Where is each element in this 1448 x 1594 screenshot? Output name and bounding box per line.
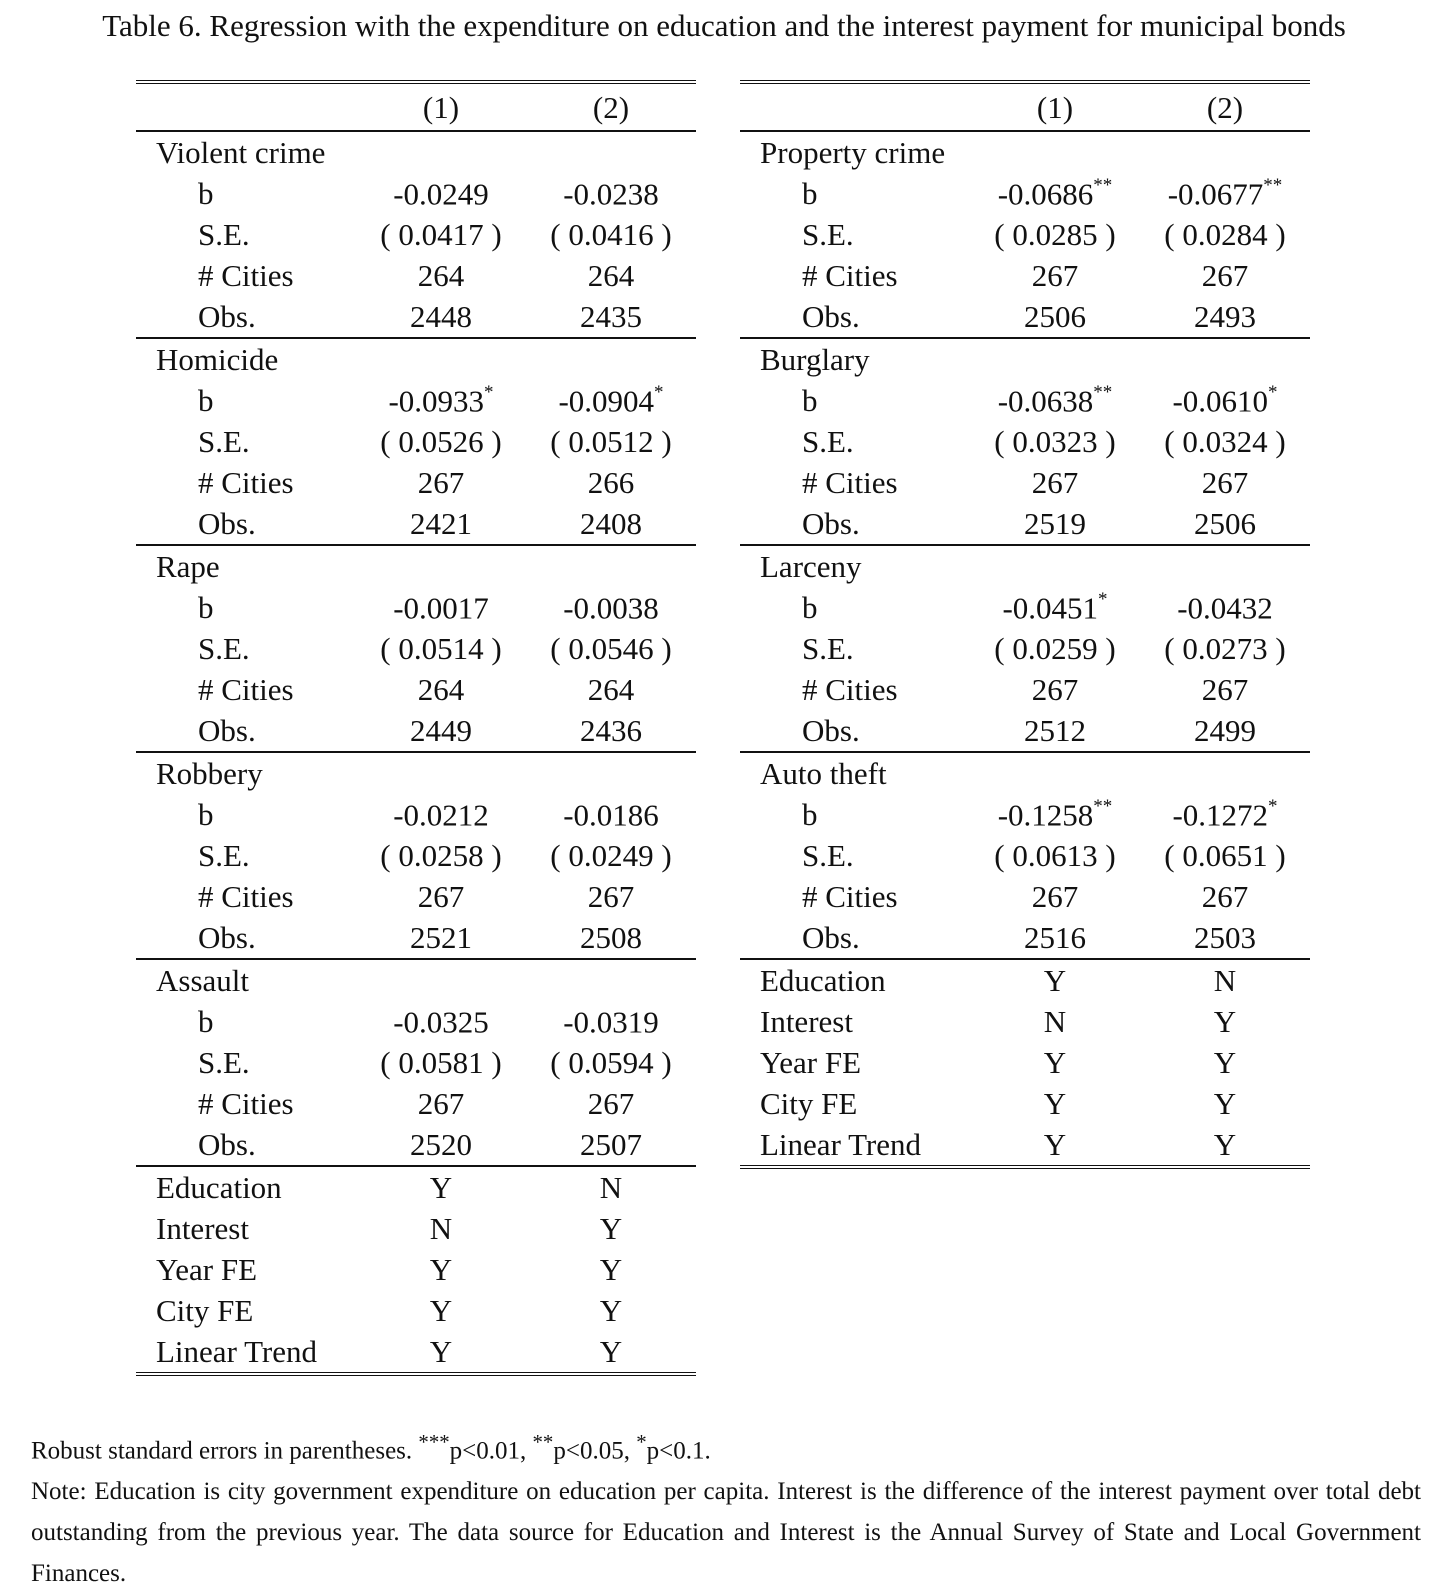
coef-value: -0.0686	[997, 176, 1094, 212]
stderr-row	[740, 835, 1310, 876]
coef-value: -0.0432	[1177, 590, 1273, 626]
stat-label-se: S.E.	[802, 217, 854, 252]
cities-row	[740, 669, 1310, 710]
coef-cell	[1140, 794, 1310, 835]
data-source-note: Note: Education is city government expenditure on education per capita. Interest is the difference of the interest payment over total debt outstanding from the previous year. The data source for Education and Interest is the Annual Survey of State and Local Government Finances.	[31, 1478, 1421, 1588]
obs-row	[740, 503, 1310, 545]
obs-cell: 2408	[580, 506, 642, 541]
cities-cell: 267	[1201, 258, 1249, 293]
se-cell: ( 0.0259 )	[994, 631, 1116, 666]
control-label: Education	[136, 1166, 356, 1208]
block-title-row	[740, 131, 1310, 173]
coef-cell	[970, 587, 1140, 628]
column-header: (1)	[970, 82, 1140, 131]
control-value: Y	[526, 1331, 696, 1374]
cities-row	[136, 669, 696, 710]
stat-label-obs: Obs.	[198, 1127, 256, 1162]
stat-label-b: b	[802, 383, 818, 418]
stat-label-se: S.E.	[802, 838, 854, 873]
coef-value: -0.0319	[563, 1004, 659, 1040]
empty-cell	[526, 959, 696, 1001]
stat-label-b: b	[198, 176, 214, 211]
se-cell: ( 0.0512 )	[550, 424, 672, 459]
table-notes	[31, 1422, 1421, 1594]
cities-cell: 264	[417, 672, 465, 707]
empty-cell	[970, 131, 1140, 173]
stat-label-obs: Obs.	[198, 920, 256, 955]
coef-row	[136, 587, 696, 628]
stat-label-obs: Obs.	[802, 920, 860, 955]
cities-row	[136, 1083, 696, 1124]
coef-cell	[526, 173, 696, 214]
sig-stars-2: **	[532, 1430, 554, 1454]
empty-cell	[526, 131, 696, 173]
empty-cell	[356, 959, 526, 1001]
stat-label-b: b	[198, 797, 214, 832]
coef-cell	[356, 794, 526, 835]
control-value: N	[1140, 959, 1310, 1001]
obs-row	[740, 296, 1310, 338]
obs-cell: 2520	[410, 1127, 472, 1162]
coef-cell	[970, 173, 1140, 214]
coef-value: -0.0186	[563, 797, 659, 833]
significance-stars: *	[1268, 795, 1278, 817]
obs-row	[136, 296, 696, 338]
control-label: Year FE	[760, 1045, 862, 1080]
coef-cell	[970, 380, 1140, 421]
coef-row	[136, 794, 696, 835]
control-label: Year FE	[156, 1252, 258, 1287]
stat-label-b: b	[198, 1004, 214, 1039]
significance-note	[31, 1422, 1421, 1471]
obs-cell: 2436	[580, 713, 642, 748]
right-regression-table	[740, 80, 1310, 1169]
coef-cell	[526, 380, 696, 421]
stderr-row	[740, 628, 1310, 669]
header-row	[136, 82, 696, 131]
coef-value: -0.0610	[1172, 383, 1269, 419]
stat-label-se: S.E.	[802, 631, 854, 666]
obs-row	[136, 917, 696, 959]
control-value: Y	[1140, 1124, 1310, 1167]
stderr-row	[136, 214, 696, 255]
coef-cell	[1140, 380, 1310, 421]
column-header: (1)	[356, 82, 526, 131]
cities-cell: 264	[587, 672, 635, 707]
control-row	[136, 1249, 696, 1290]
obs-cell: 2503	[1194, 920, 1256, 955]
obs-cell: 2493	[1194, 299, 1256, 334]
control-row	[136, 1208, 696, 1249]
coef-value: -0.1272	[1172, 797, 1269, 833]
se-cell: ( 0.0416 )	[550, 217, 672, 252]
control-label: City FE	[156, 1293, 254, 1328]
control-value: Y	[1213, 1004, 1237, 1039]
obs-cell: 2521	[410, 920, 472, 955]
control-label: City FE	[760, 1086, 858, 1121]
stat-label-cities: # Cities	[198, 258, 294, 293]
stat-label-obs: Obs.	[198, 299, 256, 334]
cities-row	[740, 462, 1310, 503]
stat-label-obs: Obs.	[802, 506, 860, 541]
se-cell: ( 0.0284 )	[1164, 217, 1286, 252]
left-regression-table	[136, 80, 696, 1376]
control-label: Linear Trend	[136, 1331, 356, 1374]
cities-cell: 267	[1201, 672, 1249, 707]
coef-value: -0.0451	[1002, 590, 1099, 626]
obs-row	[136, 503, 696, 545]
stat-label-cities: # Cities	[198, 465, 294, 500]
cities-cell: 267	[1031, 465, 1079, 500]
significance-stars: **	[1093, 795, 1113, 817]
stat-label-b: b	[198, 383, 214, 418]
crime-category-label: Larceny	[740, 545, 970, 587]
se-cell: ( 0.0273 )	[1164, 631, 1286, 666]
obs-cell: 2516	[1024, 920, 1086, 955]
control-value: Y	[1213, 1086, 1237, 1121]
coef-row	[740, 794, 1310, 835]
obs-cell: 2506	[1024, 299, 1086, 334]
obs-row	[136, 1124, 696, 1166]
empty-cell	[526, 338, 696, 380]
control-row	[740, 959, 1310, 1001]
coef-value: -0.0017	[393, 590, 489, 626]
left-table-body	[136, 82, 696, 1374]
stat-label-se: S.E.	[802, 424, 854, 459]
right-table-body	[740, 82, 1310, 1167]
control-value: Y	[356, 1331, 526, 1374]
crime-category-label: Auto theft	[740, 752, 970, 794]
coef-cell	[1140, 173, 1310, 214]
stderr-row	[136, 421, 696, 462]
se-cell: ( 0.0323 )	[994, 424, 1116, 459]
se-cell: ( 0.0324 )	[1164, 424, 1286, 459]
coef-row	[740, 380, 1310, 421]
se-cell: ( 0.0249 )	[550, 838, 672, 873]
crime-category-label: Property crime	[760, 135, 946, 170]
obs-cell: 2519	[1024, 506, 1086, 541]
block-title-row	[740, 752, 1310, 794]
obs-cell: 2448	[410, 299, 472, 334]
significance-stars: *	[654, 381, 664, 403]
control-row	[740, 1124, 1310, 1167]
cities-cell: 267	[1031, 258, 1079, 293]
stat-label-cities: # Cities	[802, 672, 898, 707]
coef-cell	[526, 1001, 696, 1042]
control-value: Y	[1043, 1086, 1067, 1121]
sig-stars-3: *	[636, 1430, 647, 1454]
cities-cell: 267	[1201, 879, 1249, 914]
control-value: Y	[356, 1166, 526, 1208]
control-value: Y	[1213, 1045, 1237, 1080]
control-value: Y	[970, 959, 1140, 1001]
se-cell: ( 0.0613 )	[994, 838, 1116, 873]
coef-cell	[356, 1001, 526, 1042]
coef-cell	[356, 587, 526, 628]
empty-cell	[970, 752, 1140, 794]
stat-label-cities: # Cities	[198, 672, 294, 707]
block-title-row	[136, 338, 696, 380]
stderr-row	[740, 214, 1310, 255]
stat-label-cities: # Cities	[802, 465, 898, 500]
block-title-row	[136, 131, 696, 173]
cities-cell: 267	[417, 1086, 465, 1121]
header-blank	[740, 82, 970, 131]
control-value: N	[526, 1166, 696, 1208]
empty-cell	[1140, 545, 1310, 587]
block-title-row	[136, 545, 696, 587]
empty-cell	[1140, 131, 1310, 173]
coef-value: -0.0038	[563, 590, 659, 626]
coef-cell	[526, 587, 696, 628]
cities-cell: 267	[1201, 465, 1249, 500]
control-row	[136, 1166, 696, 1208]
control-value: Y	[599, 1252, 623, 1287]
control-row	[740, 1042, 1310, 1083]
obs-cell: 2421	[410, 506, 472, 541]
obs-cell: 2506	[1194, 506, 1256, 541]
control-row	[740, 1001, 1310, 1042]
empty-cell	[1140, 338, 1310, 380]
cities-row	[740, 876, 1310, 917]
empty-cell	[356, 131, 526, 173]
stat-label-obs: Obs.	[802, 299, 860, 334]
coef-value: -0.0238	[563, 176, 659, 212]
stat-label-b: b	[802, 797, 818, 832]
stat-label-obs: Obs.	[198, 713, 256, 748]
control-row	[136, 1290, 696, 1331]
significance-stars: **	[1093, 381, 1113, 403]
stat-label-se: S.E.	[198, 424, 250, 459]
coef-row	[740, 587, 1310, 628]
se-cell: ( 0.0546 )	[550, 631, 672, 666]
coef-value: -0.1258	[997, 797, 1094, 833]
coef-value: -0.0677	[1167, 176, 1264, 212]
significance-stars: **	[1263, 174, 1283, 196]
stat-label-cities: # Cities	[198, 879, 294, 914]
stat-label-cities: # Cities	[198, 1086, 294, 1121]
empty-cell	[1140, 752, 1310, 794]
obs-row	[740, 917, 1310, 959]
sig-stars-1: ***	[418, 1430, 450, 1454]
cities-cell: 267	[587, 1086, 635, 1121]
stat-label-se: S.E.	[198, 838, 250, 873]
stderr-row	[740, 421, 1310, 462]
empty-cell	[356, 545, 526, 587]
obs-cell: 2449	[410, 713, 472, 748]
crime-category-label: Rape	[136, 545, 356, 587]
stderr-row	[136, 628, 696, 669]
table-caption: Table 6. Regression with the expenditure on education and the interest payment for municipal bonds	[102, 8, 1346, 43]
empty-cell	[526, 545, 696, 587]
stat-label-b: b	[802, 590, 818, 625]
cities-cell: 267	[417, 465, 465, 500]
sig-text-3: p<0.1.	[646, 1437, 711, 1465]
se-cell: ( 0.0594 )	[550, 1045, 672, 1080]
coef-value: -0.0212	[393, 797, 489, 833]
empty-cell	[970, 338, 1140, 380]
coef-cell	[970, 794, 1140, 835]
obs-cell: 2512	[1024, 713, 1086, 748]
stat-label-cities: # Cities	[802, 879, 898, 914]
significance-stars: **	[1093, 174, 1113, 196]
stat-label-b: b	[198, 590, 214, 625]
block-title-row	[136, 959, 696, 1001]
block-title-row	[740, 545, 1310, 587]
stat-label-obs: Obs.	[802, 713, 860, 748]
column-header: (2)	[1140, 82, 1310, 131]
cities-cell: 267	[1031, 879, 1079, 914]
coef-row	[136, 1001, 696, 1042]
cities-cell: 267	[1031, 672, 1079, 707]
cities-cell: 264	[417, 258, 465, 293]
control-label: Education	[740, 959, 970, 1001]
coef-value: -0.0904	[558, 383, 655, 419]
stat-label-se: S.E.	[198, 217, 250, 252]
cities-row	[136, 876, 696, 917]
column-header: (2)	[526, 82, 696, 131]
coef-cell	[526, 794, 696, 835]
sig-text-1: p<0.01,	[449, 1437, 527, 1465]
se-cell: ( 0.0514 )	[380, 631, 502, 666]
obs-cell: 2435	[580, 299, 642, 334]
control-value: Y	[970, 1124, 1140, 1167]
stat-label-b: b	[802, 176, 818, 211]
cities-cell: 267	[587, 879, 635, 914]
block-title-row	[740, 338, 1310, 380]
coef-cell	[356, 380, 526, 421]
coef-value: -0.0325	[393, 1004, 489, 1040]
coef-cell	[356, 173, 526, 214]
cities-row	[136, 255, 696, 296]
coef-value: -0.0638	[997, 383, 1094, 419]
obs-row	[740, 710, 1310, 752]
significance-stars: *	[1098, 588, 1108, 610]
stderr-row	[136, 835, 696, 876]
se-cell: ( 0.0581 )	[380, 1045, 502, 1080]
coef-row	[740, 173, 1310, 214]
control-label: Linear Trend	[740, 1124, 970, 1167]
header-row	[740, 82, 1310, 131]
cities-cell: 267	[417, 879, 465, 914]
control-value: Y	[1043, 1045, 1067, 1080]
obs-row	[136, 710, 696, 752]
se-cell: ( 0.0417 )	[380, 217, 502, 252]
control-value: N	[1043, 1004, 1067, 1039]
empty-cell	[970, 545, 1140, 587]
header-blank	[136, 82, 356, 131]
empty-cell	[526, 752, 696, 794]
cities-cell: 266	[587, 465, 635, 500]
sig-text-2: p<0.05,	[553, 1437, 630, 1465]
significance-stars: *	[1268, 381, 1278, 403]
cities-row	[136, 462, 696, 503]
empty-cell	[356, 752, 526, 794]
coef-cell	[1140, 587, 1310, 628]
empty-cell	[356, 338, 526, 380]
control-value: Y	[429, 1252, 453, 1287]
crime-category-label: Burglary	[740, 338, 970, 380]
crime-category-label: Robbery	[136, 752, 356, 794]
crime-category-label: Homicide	[136, 338, 356, 380]
obs-cell: 2499	[1194, 713, 1256, 748]
control-value: Y	[599, 1293, 623, 1328]
stat-label-se: S.E.	[198, 631, 250, 666]
coef-row	[136, 173, 696, 214]
stderr-row	[136, 1042, 696, 1083]
obs-cell: 2507	[580, 1127, 642, 1162]
significance-prefix: Robust standard errors in parentheses.	[31, 1437, 413, 1465]
crime-category-label: Violent crime	[156, 135, 326, 170]
control-value: Y	[599, 1211, 623, 1246]
stat-label-cities: # Cities	[802, 258, 898, 293]
coef-value: -0.0933	[388, 383, 485, 419]
control-label: Interest	[760, 1004, 853, 1039]
obs-cell: 2508	[580, 920, 642, 955]
se-cell: ( 0.0526 )	[380, 424, 502, 459]
control-label: Interest	[156, 1211, 249, 1246]
control-row	[740, 1083, 1310, 1124]
se-cell: ( 0.0651 )	[1164, 838, 1286, 873]
control-value: Y	[429, 1293, 453, 1328]
coef-row	[136, 380, 696, 421]
block-title-row	[136, 752, 696, 794]
control-value: N	[429, 1211, 453, 1246]
significance-stars: *	[484, 381, 494, 403]
stat-label-se: S.E.	[198, 1045, 250, 1080]
se-cell: ( 0.0258 )	[380, 838, 502, 873]
control-row	[136, 1331, 696, 1374]
coef-value: -0.0249	[393, 176, 489, 212]
crime-category-label: Assault	[136, 959, 356, 1001]
se-cell: ( 0.0285 )	[994, 217, 1116, 252]
stat-label-obs: Obs.	[198, 506, 256, 541]
cities-cell: 264	[587, 258, 635, 293]
cities-row	[740, 255, 1310, 296]
